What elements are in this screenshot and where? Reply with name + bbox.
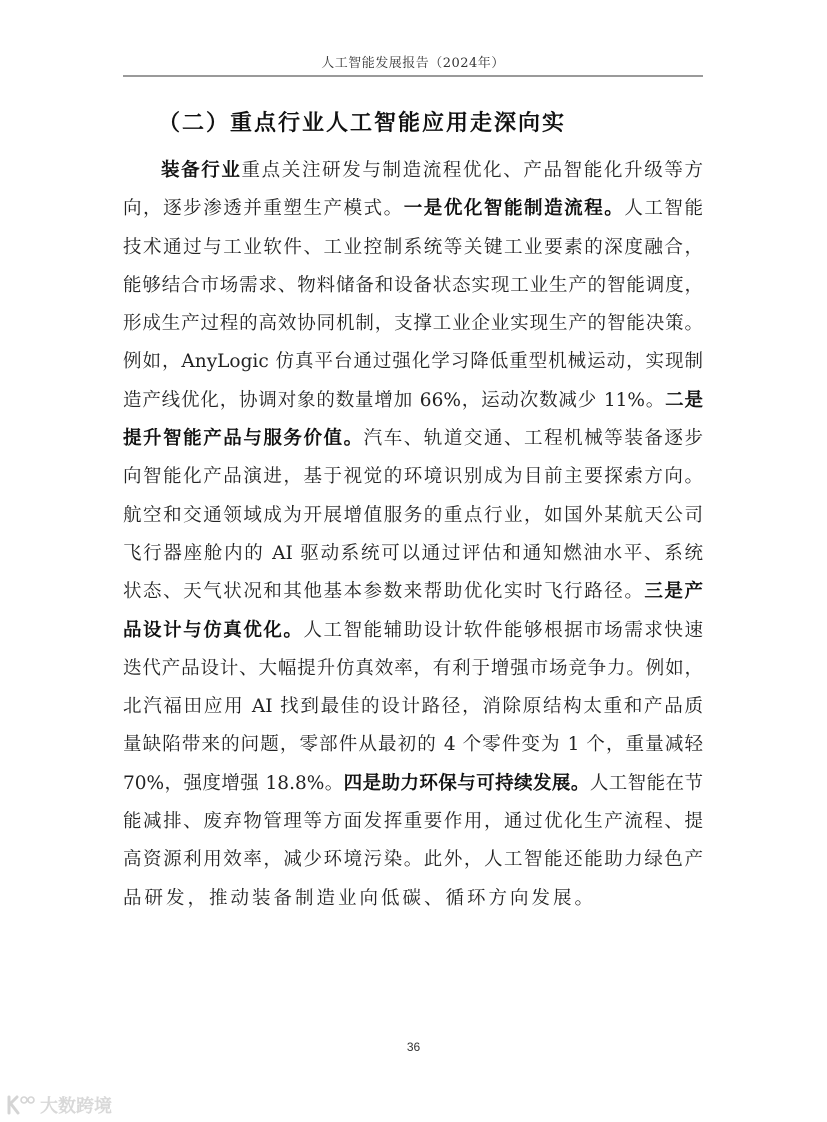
- text-run: 汽车、轨道交通、工程机械等装备逐步: [363, 428, 703, 450]
- text-line: [123, 267, 703, 305]
- bold-phrase: 二是: [665, 389, 703, 411]
- bold-phrase: 品设计与仿真优化。: [123, 619, 304, 641]
- section-title: （二）重点行业人工智能应用走深向实: [158, 111, 567, 136]
- text-run: 品研发，推动装备制造业向低碳、循环方向发展。: [123, 887, 597, 909]
- text-run: 人工智能在节: [589, 772, 703, 794]
- text-run: 向智能化产品演进，基于视觉的环境识别成为目前主要探索方向。: [123, 466, 703, 488]
- text-run: 量缺陷带来的问题，零部件从最初的 4 个零件变为 1 个，重量减轻: [123, 734, 703, 756]
- text-run: 能减排、废弃物管理等方面发挥重要作用，通过优化生产流程、提: [123, 811, 703, 833]
- text-run: 向，逐步渗透并重塑生产模式。: [123, 198, 404, 220]
- text-line: [123, 343, 703, 381]
- body-paragraph: [123, 152, 703, 918]
- bold-phrase: 一是优化智能制造流程。: [403, 198, 625, 220]
- bold-phrase: 装备行业: [161, 160, 242, 181]
- running-header: 人工智能发展报告（2024年）: [321, 56, 505, 71]
- bold-phrase: 三是产: [644, 581, 703, 603]
- watermark-text: 大数跨境: [40, 1096, 112, 1117]
- bold-phrase: 四是助力环保与可持续发展。: [343, 772, 590, 794]
- text-line: [123, 382, 703, 420]
- header-divider: [123, 75, 703, 77]
- text-run: 高资源利用效率，减少环境污染。此外，人工智能还能助力绿色产: [123, 849, 703, 871]
- text-run: 70%，强度增强 18.8%。: [123, 772, 344, 794]
- text-line: [123, 458, 703, 496]
- text-line: [123, 420, 703, 458]
- text-line: [123, 765, 703, 803]
- text-run: 造产线优化，协调对象的数量增加 66%，运动次数减少 11%。: [123, 389, 666, 411]
- text-run: 迭代产品设计、大幅提升仿真效率，有利于增强市场竞争力。例如，: [123, 657, 703, 679]
- text-line: [123, 573, 703, 611]
- text-line: [123, 726, 703, 764]
- text-line: [123, 688, 703, 726]
- text-line: [123, 880, 703, 918]
- watermark: [6, 1092, 112, 1118]
- text-line: [123, 152, 703, 190]
- text-line: [123, 229, 703, 267]
- text-run: 人工智能: [624, 198, 703, 220]
- text-line: [123, 535, 703, 573]
- text-run: 重点关注研发与制造流程优化、产品智能化升级等方: [241, 160, 703, 181]
- text-line: [123, 803, 703, 841]
- text-line: [123, 497, 703, 535]
- bold-phrase: 提升智能产品与服务价值。: [123, 428, 364, 450]
- text-line: [123, 612, 703, 650]
- text-run: 状态、天气状况和其他基本参数来帮助优化实时飞行路径。: [123, 581, 645, 603]
- text-run: 航空和交通领域成为开展增值服务的重点行业，如国外某航天公司: [123, 504, 703, 526]
- text-run: 例如，AnyLogic 仿真平台通过强化学习降低重型机械运动，实现制: [123, 351, 703, 373]
- text-run: 技术通过与工业软件、工业控制系统等关键工业要素的深度融合，: [123, 236, 703, 258]
- text-line: [123, 190, 703, 228]
- text-run: 能够结合市场需求、物料储备和设备状态实现工业生产的智能调度，: [123, 274, 703, 296]
- text-run: 飞行器座舱内的 AI 驱动系统可以通过评估和通知燃油水平、系统: [123, 542, 703, 564]
- kdata-logo-icon: [6, 1094, 36, 1116]
- text-line: [123, 841, 703, 879]
- text-run: 形成生产过程的高效协同机制，支撑工业企业实现生产的智能决策。: [123, 313, 703, 335]
- page-number: 36: [406, 1040, 421, 1054]
- text-run: 人工智能辅助设计软件能够根据市场需求快速: [303, 619, 703, 641]
- text-run: 北汽福田应用 AI 找到最佳的设计路径，消除原结构太重和产品质: [123, 696, 703, 718]
- text-line: [123, 650, 703, 688]
- text-line: [123, 305, 703, 343]
